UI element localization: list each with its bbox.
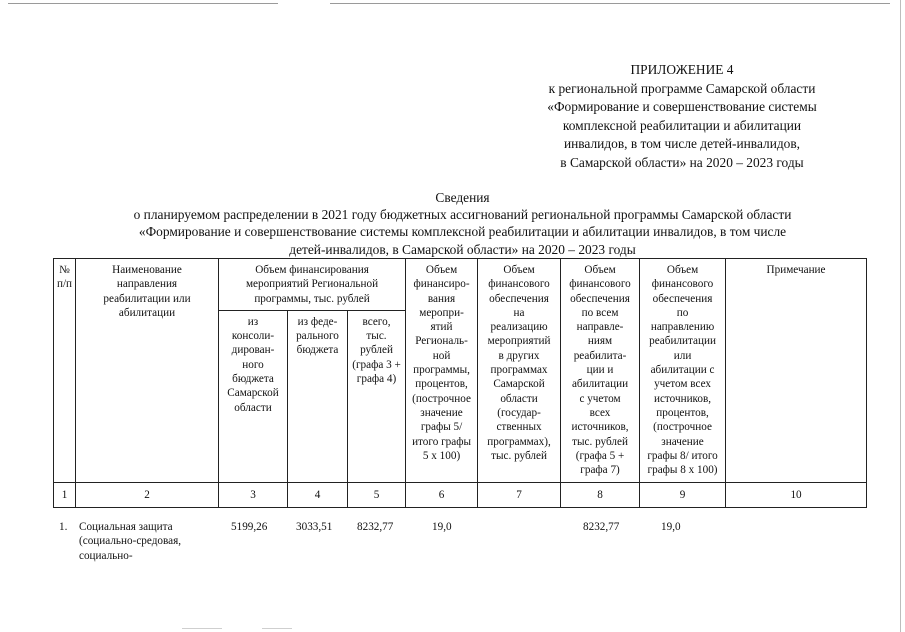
row-direction-line: социально- [79,549,133,562]
header-line: направлению [650,321,715,334]
header-line: Наименование [112,264,182,276]
header-line: № [59,264,70,276]
header-line: источников, [571,421,629,434]
allocation-table [53,258,867,508]
header-line: направле- [576,321,624,334]
header-line: с учетом [579,392,621,405]
header-cell-direction [76,259,219,483]
appendix-line: в Самарской области» на 2020 – 2023 годы [560,154,804,170]
appendix-line: инвалидов, в том числе детей-инвалидов, [563,136,801,152]
header-line: Объем [503,264,535,276]
header-line: графы 5/ [420,421,463,434]
scan-artifact-line [8,3,278,4]
header-line: абилитации [118,306,176,319]
row-direction-line: Социальная защита [79,521,173,533]
header-line: финансового [488,278,550,291]
header-line: всех [589,406,611,419]
header-line: тыс. рублей [572,435,628,448]
header-cell-col6 [406,259,478,483]
header-line: Региональ- [415,335,468,348]
column-number: 2 [76,482,219,507]
header-line: (графа 3 + [352,358,401,371]
header-line: ниям [587,335,613,348]
appendix-header [512,61,852,173]
column-number: 6 [406,482,478,507]
header-line: абилитации с [650,364,715,377]
header-line: реализацию [490,321,548,334]
scan-edge [900,0,901,632]
header-line: Объем финансирования [255,264,369,276]
row-consolidated-value: 5199,26 [231,521,268,533]
header-line: абилитации [571,378,629,391]
header-cell-col8 [561,259,640,483]
header-line: процентов, [415,378,468,391]
header-line: программах), [487,435,551,448]
row-total-value: 8232,77 [357,521,394,533]
header-line: графа 7) [580,464,620,477]
column-number: 10 [726,482,867,507]
column-number: 7 [478,482,561,507]
header-line: Объем [584,264,616,276]
header-cell-volume-group [219,259,406,311]
header-row-top [54,259,867,311]
header-line: мероприятий [487,335,551,348]
header-line: по [676,306,689,319]
column-number: 8 [561,482,640,507]
header-line: рального [296,330,339,343]
header-line: (построчное [653,421,712,434]
header-line: значение [661,435,704,448]
header-line: значение [420,406,463,419]
header-line: области [500,392,538,405]
header-line: (графа 5 + [575,449,625,462]
header-cell-note [726,259,867,483]
header-line: программы, [413,364,470,377]
header-line: дирован- [231,344,275,357]
header-line: Объем [425,264,458,276]
appendix-title: ПРИЛОЖЕНИЕ 4 [630,62,734,77]
header-line: (построчное [412,392,471,405]
header-line: бюджета [232,373,274,386]
header-line: на [513,306,525,319]
header-line: процентов, [656,406,709,419]
header-line: в других [498,349,540,362]
scan-artifact-line [262,628,292,629]
header-cell-total [348,310,406,482]
header-line: источников, [653,392,712,405]
column-number-row [54,482,867,507]
row-direction-name [79,520,229,563]
header-line: тыс. рублей [491,449,547,462]
scan-artifact-line [182,628,222,629]
header-line: бюджета [296,344,339,357]
header-line: ции и [586,364,614,377]
header-line: реабилитации [649,335,716,348]
header-cell-num [54,259,76,483]
appendix-line: комплексной реабилитации и абилитации [562,117,802,133]
header-line: программы, тыс. рублей [254,292,370,305]
title-line: «Формирование и совершенствование системы комплексной реабилитации и абилитации инвалидов, в том числе [138,224,787,240]
row-all-sources-value: 8232,77 [583,521,620,533]
header-cell-col9 [640,259,726,483]
header-line: или [673,349,692,362]
header-line: вания [427,292,456,305]
header-line: графы 8 х 100) [647,464,718,477]
column-number: 1 [54,482,76,507]
header-line: обеспечения [570,292,630,305]
scan-artifact-line [330,3,890,4]
header-line: Самарской [493,378,545,391]
header-line: графа 4) [356,373,397,386]
column-number: 9 [640,482,726,507]
header-line: обеспечения [489,292,549,305]
header-line: обеспечения [652,292,713,305]
header-line: тыс. [366,330,387,343]
header-line: рублей [360,344,393,357]
title-heading: Сведения [435,190,490,205]
header-line: направления [116,278,178,291]
header-line: финансового [569,278,631,291]
header-line: реабилита- [573,349,627,362]
header-line: из [247,315,259,328]
header-line: финансиро- [413,278,470,291]
header-line: ятий [430,321,453,334]
header-line: ного [242,358,264,371]
row-direction-line: (социально-средовая, [79,535,182,548]
header-line: мероприятий Региональной [245,278,379,291]
header-line: консоли- [231,330,275,343]
row-federal-value: 3033,51 [296,521,333,533]
document-title [40,189,885,258]
column-number: 4 [288,482,348,507]
appendix-line: «Формирование и совершенствование системы [547,99,817,115]
header-line: меропри- [419,306,464,319]
column-number: 3 [219,482,288,507]
header-line: ной [432,349,451,362]
header-line: Примечание [766,264,826,276]
header-line: (государ- [497,406,541,419]
header-line: учетом всех [654,378,711,391]
header-line: всего, [362,315,391,328]
row-number: 1. [59,521,68,533]
header-line: Самарской [227,387,279,400]
title-line: о планируемом распределении в 2021 году бюджетных ассигнований региональной программы Самарской области [133,207,792,223]
header-line: Объем [666,264,699,276]
title-line: детей-инвалидов, в Самарской области» на 2020 – 2023 годы [289,241,636,257]
header-cell-col7 [478,259,561,483]
appendix-line: к региональной программе Самарской области [548,80,816,96]
header-line: по всем [581,306,619,319]
header-line: области [234,401,272,414]
header-line: финансового [651,278,714,291]
header-line: ственных [496,421,542,434]
header-cell-consolidated [219,310,288,482]
header-line: из феде- [297,315,338,328]
row-percent-value: 19,0 [432,521,452,533]
column-number: 5 [348,482,406,507]
header-line: программах [490,364,548,377]
header-line: п/п [56,278,73,291]
header-line: реабилитации или [103,292,191,305]
header-line: графы 8/ итого [647,449,718,462]
header-cell-federal [288,310,348,482]
header-line: итого графы [412,435,471,448]
header-line: 5 х 100) [422,449,461,462]
row-all-percent-value: 19,0 [661,521,681,533]
